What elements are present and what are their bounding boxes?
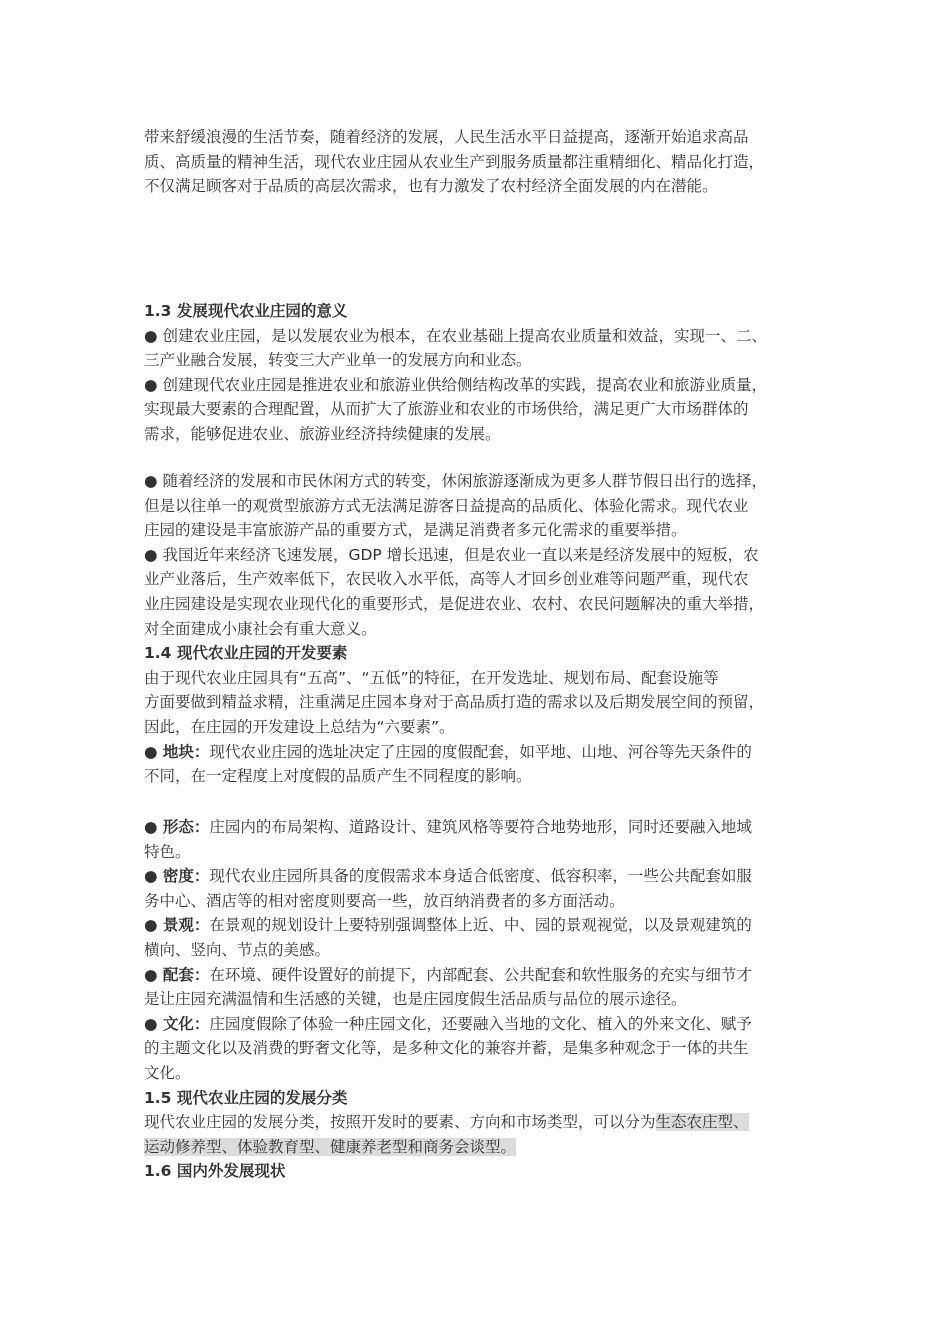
bullet-label: ● 文化： — [144, 1014, 210, 1033]
text-line: 但是以往单一的观赏型旅游方式无法满足游客日益提高的品质化、体验化需求。现代农业 — [144, 496, 749, 515]
highlighted-text: 运动修养型、体验教育型、健康养老型和商务会谈型。 — [144, 1137, 517, 1156]
text-line: 实现最大要素的合理配置，从而扩大了旅游业和农业的市场供给，满足更广大市场群体的 — [144, 400, 749, 419]
text-line: 带来舒缓浪漫的生活节奏，随着经济的发展，人民生活水平日益提高，逐渐开始追求高品 — [144, 128, 749, 146]
section-heading: 1.3 发展现代农业庄园的意义 — [144, 302, 348, 320]
section-heading: 1.5 现代农业庄园的发展分类 — [144, 1088, 348, 1107]
text-line: 特色。 — [144, 842, 191, 861]
text-line: 务中心、酒店等的相对密度则要高一些，放百纳消费者的多方面活动。 — [144, 891, 625, 910]
bullet-label: ● 景观： — [144, 916, 210, 935]
text-line: 横向、竖向、节点的美感。 — [144, 940, 331, 959]
text-line: 不同，在一定程度上对度假的品质产生不同程度的影响。 — [144, 767, 532, 786]
text-line — [144, 1135, 814, 1160]
bullet-text: 庄园内的布局架构、道路设计、建筑风格等要符合地势地形，同时还要融入地域 — [209, 818, 752, 836]
text-line: 方面要做到精益求精，注重满足庄园本身对于高品质打造的需求以及后期发展空间的预留， — [144, 693, 765, 712]
bullet-facilities — [144, 963, 814, 988]
text-line: 因此，在庄园的开发建设上总结为“六要素”。 — [144, 717, 455, 736]
bullet-text: 庄园度假除了体验一种庄园文化，还要融入当地的文化、植入的外来文化、赋予 — [209, 1014, 752, 1033]
text-line: ● 创建农业庄园，是以发展农业为根本，在农业基础上提高农业质量和效益，实现一、二、 — [144, 326, 767, 345]
bullet-label: ● 配套： — [144, 965, 210, 984]
text-line: 由于现代农业庄园具有“五高”、“五低”的特征，在开发选址、规划布局、配套设施等 — [144, 668, 719, 687]
bullet-form — [144, 815, 814, 840]
text-line: 业庄园建设是实现农业现代化的重要形式，是促进农业、农村、农民问题解决的重大举措， — [144, 594, 765, 613]
intro-paragraph — [144, 125, 814, 199]
text-line: 业产业落后，生产效率低下，农民收入水平低，高等人才回乡创业难等问题严重，现代农 — [144, 570, 749, 589]
text-line: 三产业融合发展，转变三大产业单一的发展方向和业态。 — [144, 351, 532, 370]
text-line: 质、高质量的精神生活，现代农业庄园从农业生产到服务质量都注重精细化、精品化打造， — [144, 152, 765, 171]
bullet-label: ● 形态： — [144, 818, 210, 836]
bullet-text: 在环境、硬件设置好的前提下，内部配套、公共配套和软性服务的充实与细节才 — [209, 965, 752, 984]
section-1-3 — [144, 299, 814, 447]
text-line: 是让庄园充满温情和生活感的关键，也是庄园度假生活品质与品位的展示途径。 — [144, 990, 687, 1009]
text-line — [144, 1110, 814, 1135]
bullet-label: ● 地块： — [144, 742, 210, 761]
bullet-text: 现代农业庄园所具备的度假需求本身适合低密度、低容积率，一些公共配套如服 — [209, 867, 752, 886]
bullet-text: 在景观的规划设计上要特别强调整体上近、中、园的景观视觉，以及景观建筑的 — [209, 916, 752, 935]
text-line: 对全面建成小康社会有重大意义。 — [144, 619, 377, 638]
text-plain: 现代农业庄园的发展分类，按照开发时的要素、方向和市场类型，可以分为 — [144, 1113, 656, 1132]
bullet-land — [144, 740, 814, 765]
text-line: 的主题文化以及消费的野奢文化等，是多种文化的兼容并蓄，是集多种观念于一体的共生 — [144, 1039, 749, 1058]
bullet-label: ● 密度： — [144, 867, 210, 886]
text-line: 不仅满足顾客对于品质的高层次需求，也有力激发了农村经济全面发展的内在潜能。 — [144, 177, 718, 196]
section-1-4-continued — [144, 815, 814, 1184]
text-line: 文化。 — [144, 1063, 191, 1082]
bullet-landscape — [144, 913, 814, 938]
bullet-density — [144, 864, 814, 889]
section-heading: 1.6 国内外发展现状 — [144, 1162, 286, 1181]
text-line: ● 创建现代农业庄园是推进农业和旅游业供给侧结构改革的实践，提高农业和旅游业质量， — [144, 375, 767, 394]
text-line: 庄园的建设是丰富旅游产品的重要方式，是满足消费者多元化需求的重要举措。 — [144, 521, 687, 540]
text-line: 需求，能够促进农业、旅游业经济持续健康的发展。 — [144, 424, 501, 443]
text-line: ● 随着经济的发展和市民休闲方式的转变，休闲旅游逐渐成为更多人群节假日出行的选择， — [144, 472, 767, 490]
highlighted-text: 生态农庄型、 — [655, 1113, 749, 1132]
section-heading: 1.4 现代农业庄园的开发要素 — [144, 644, 348, 663]
bullet-culture — [144, 1012, 814, 1037]
text-line: ● 我国近年来经济飞速发展，GDP 增长迅速，但是农业一直以来是经济发展中的短板，农 — [144, 545, 759, 564]
bullet-text: 现代农业庄园的选址决定了庄园的度假配套，如平地、山地、河谷等先天条件的 — [209, 742, 752, 761]
section-1-3-continued — [144, 469, 814, 789]
